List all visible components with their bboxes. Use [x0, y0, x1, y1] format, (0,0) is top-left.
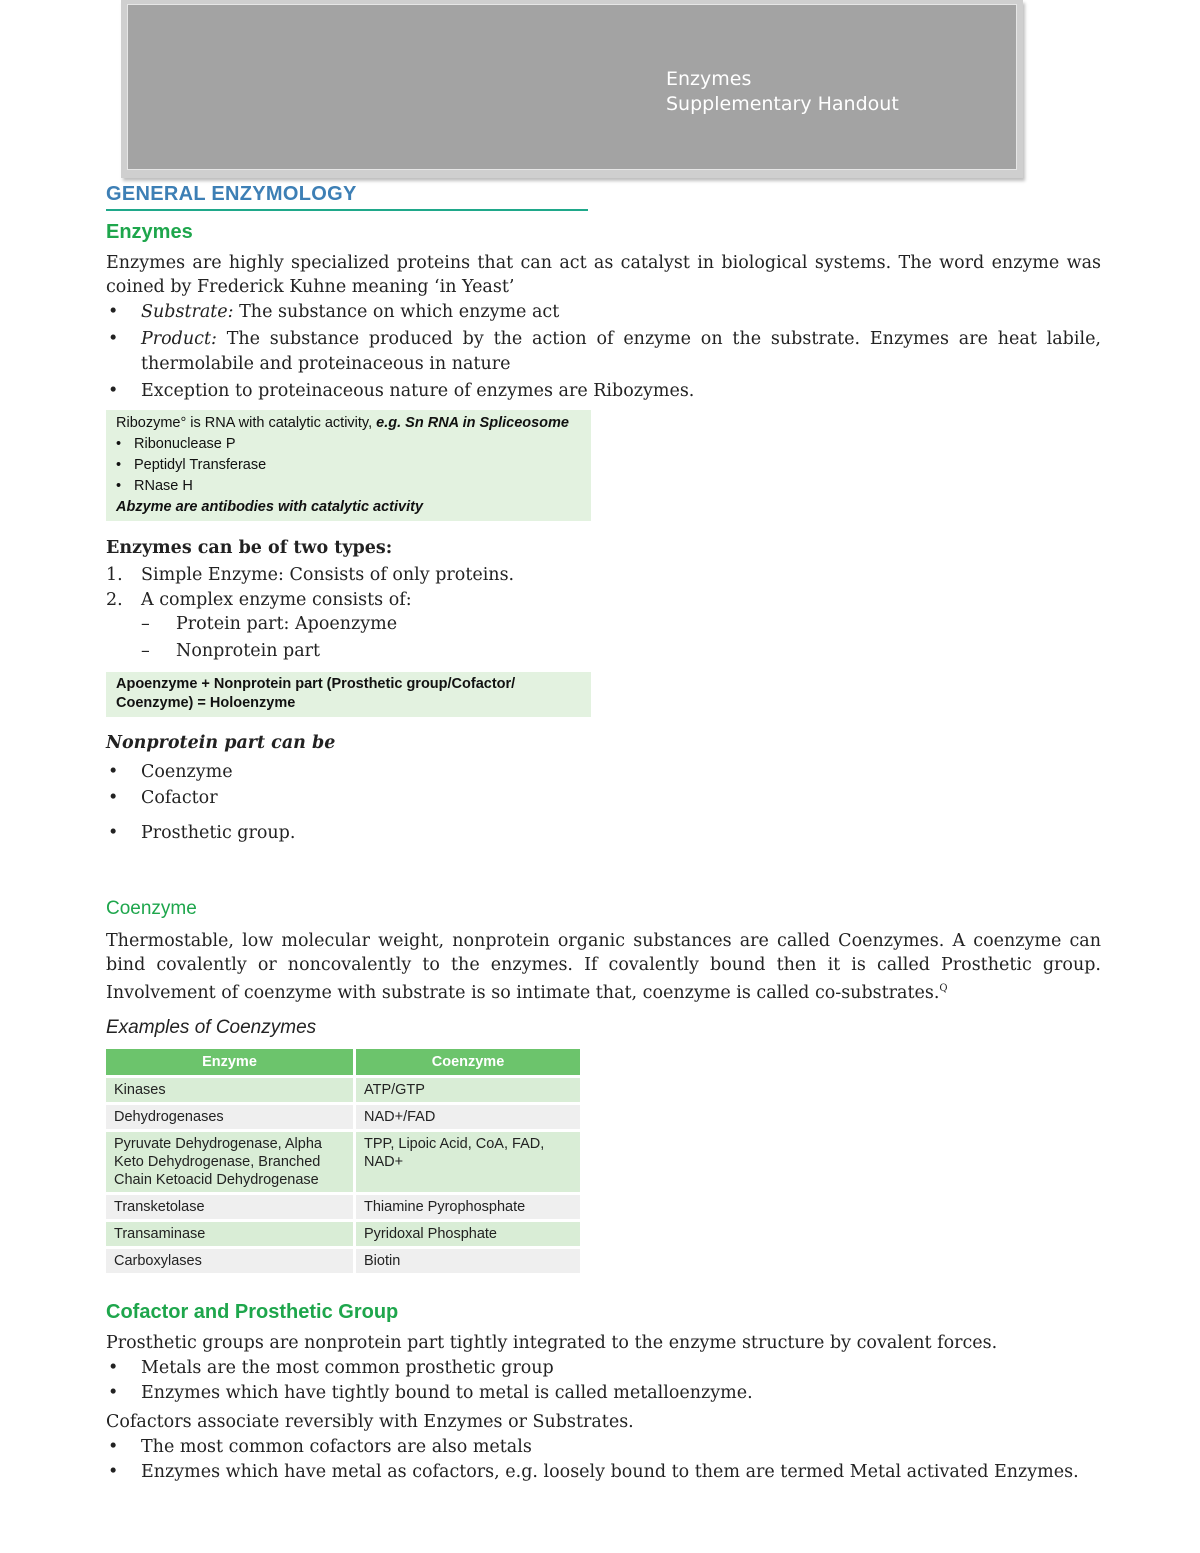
dash-icon: – — [141, 614, 150, 634]
enzymes-heading: Enzymes — [106, 221, 193, 243]
item-text: Coenzyme — [141, 762, 233, 782]
bullet-icon: • — [116, 436, 122, 452]
section-divider — [106, 209, 588, 211]
text-exception: Exception to proteinaceous nature of enzymes are Ribozymes. — [141, 381, 695, 401]
item-text: Metals are the most common prosthetic group — [141, 1358, 554, 1378]
list-item — [106, 1435, 1101, 1460]
nonprotein-heading: Nonprotein part can be — [106, 733, 336, 753]
table-row — [106, 1249, 580, 1273]
banner-title-line2: Supplementary Handout — [666, 93, 899, 115]
item-text: Enzymes which have tightly bound to metal is called metalloenzyme. — [141, 1383, 753, 1403]
types-item — [106, 563, 514, 588]
examples-heading: Examples of Coenzymes — [106, 1017, 317, 1038]
types-subitem — [106, 639, 514, 664]
table-cell: Thiamine Pyrophosphate — [356, 1195, 580, 1219]
bullet-icon: • — [108, 788, 119, 808]
table-cell: TPP, Lipoic Acid, CoA, FAD, NAD+ — [356, 1132, 580, 1192]
subitem-text: Nonprotein part — [176, 640, 321, 661]
cofactor-bullets2 — [106, 1435, 1101, 1485]
abzyme-note: Abzyme are antibodies with catalytic activity — [116, 499, 424, 515]
banner-title-line1: Enzymes — [666, 68, 752, 90]
holoenzyme-line1: Apoenzyme + Nonprotein part (Prosthetic group/Cofactor/ — [116, 676, 516, 692]
term-product: Product: — [141, 329, 217, 349]
ribozyme-item-text: Peptidyl Transferase — [134, 457, 267, 473]
text-product: The substance produced by the action of enzyme on the substrate. Enzymes are heat labile, thermolabile and proteinaceous in nature — [141, 329, 1101, 374]
bullet-icon: • — [108, 329, 119, 349]
question-mark-icon: Q — [939, 983, 948, 994]
table-cell: Transketolase — [106, 1195, 353, 1219]
table-cell: Dehydrogenases — [106, 1105, 353, 1129]
item-text: The most common cofactors are also metals — [141, 1437, 532, 1457]
header-banner — [121, 0, 1023, 178]
item-text: Cofactor — [141, 788, 218, 808]
column-header: Enzyme — [106, 1049, 353, 1075]
table-cell: NAD+/FAD — [356, 1105, 580, 1129]
subitem-text: Protein part: Apoenzyme — [176, 614, 398, 634]
bullet-icon: • — [116, 457, 122, 473]
table-cell: Pyruvate Dehydrogenase, Alpha Keto Dehydrogenase, Branched Chain Ketoacid Dehydrogenase — [106, 1132, 353, 1192]
bullet-icon: • — [116, 478, 122, 494]
types-heading: Enzymes can be of two types: — [106, 538, 393, 558]
types-list — [106, 563, 514, 663]
ribozyme-item — [116, 455, 586, 476]
table-cell: ATP/GTP — [356, 1078, 580, 1102]
list-item — [106, 820, 706, 846]
table-cell: Pyridoxal Phosphate — [356, 1222, 580, 1246]
list-item — [106, 1356, 1101, 1381]
ribozyme-example: e.g. Sn RNA in Spliceosome — [376, 415, 569, 431]
item-text: A complex enzyme consists of: — [141, 589, 412, 610]
item-text: Prosthetic group. — [141, 823, 296, 843]
item-number: 1. — [106, 565, 123, 585]
table-row — [106, 1105, 580, 1129]
table-cell: Transaminase — [106, 1222, 353, 1246]
table-row — [106, 1132, 580, 1192]
bullet-icon: • — [108, 762, 119, 782]
table-cell: Carboxylases — [106, 1249, 353, 1273]
ribozyme-item-text: Ribonuclease P — [134, 436, 236, 452]
cofactor-paragraph1: Prosthetic groups are nonprotein part tightly integrated to the enzyme structure by covalent forces. — [106, 1333, 998, 1353]
bullet-icon: • — [108, 381, 119, 401]
table-cell: Biotin — [356, 1249, 580, 1273]
text-substrate: The substance on which enzyme act — [233, 302, 560, 322]
ribozyme-item — [116, 434, 586, 455]
list-item — [106, 1460, 1101, 1485]
list-item-product — [106, 327, 1101, 377]
item-text: Enzymes which have metal as cofactors, e.g. loosely bound to them are termed Metal activated Enzymes. — [141, 1462, 1079, 1482]
dash-icon: – — [141, 640, 150, 661]
section-title: GENERAL ENZYMOLOGY — [106, 183, 357, 205]
table-row — [106, 1195, 580, 1219]
table-row — [106, 1078, 580, 1102]
nonprotein-list — [106, 759, 706, 846]
bullet-icon: • — [108, 1383, 119, 1403]
bullet-icon: • — [108, 1462, 119, 1482]
ribozyme-item-text: RNase H — [134, 478, 193, 494]
coenzyme-heading: Coenzyme — [106, 898, 197, 919]
holoenzyme-line2: Coenzyme) = Holoenzyme — [116, 695, 296, 711]
table-header-row — [106, 1049, 580, 1075]
list-item — [106, 785, 706, 811]
column-header: Coenzyme — [356, 1049, 580, 1075]
table-cell: Kinases — [106, 1078, 353, 1102]
term-substrate: Substrate: — [141, 302, 234, 322]
types-subitem — [106, 612, 514, 637]
item-text: Simple Enzyme: Consists of only proteins. — [141, 565, 515, 585]
coenzyme-table — [103, 1046, 583, 1276]
holoenzyme-note-box — [106, 672, 591, 717]
types-item — [106, 588, 514, 613]
table-row — [106, 1222, 580, 1246]
banner-title — [666, 67, 899, 117]
bullet-icon: • — [108, 1437, 119, 1457]
list-item — [106, 1381, 1101, 1406]
cofactor-bullets1 — [106, 1356, 1101, 1406]
bullet-icon: • — [108, 823, 119, 843]
item-number: 2. — [106, 589, 123, 610]
ribozyme-note-box — [106, 410, 591, 521]
cofactor-heading: Cofactor and Prosthetic Group — [106, 1301, 399, 1323]
cofactor-paragraph2: Cofactors associate reversibly with Enzymes or Substrates. — [106, 1412, 634, 1432]
list-item-substrate — [106, 300, 1101, 325]
list-item-exception — [106, 379, 1101, 404]
ribozyme-item — [116, 476, 586, 497]
bullet-icon: • — [108, 1358, 119, 1378]
enzymes-bullet-list — [106, 300, 1101, 404]
bullet-icon: • — [108, 302, 119, 322]
list-item — [106, 759, 706, 785]
ribozyme-lead — [116, 413, 586, 434]
coenzyme-text: Thermostable, low molecular weight, nonprotein organic substances are called Coenzymes. A coenzyme can bind covalently or noncovalently to the enzymes. If covalently bound then it is called Prosthetic group. Involvement of coenzyme with substrate is so intimate that, coenzyme is called co-substrates. — [106, 931, 1101, 1003]
enzymes-intro: Enzymes are highly specialized proteins that can act as catalyst in biological systems. The word enzyme was coined by Frederick Kuhne meaning ‘in Yeast’ — [106, 253, 1101, 297]
header-banner-inner — [127, 4, 1017, 170]
coenzyme-paragraph — [106, 929, 1101, 1005]
ribozyme-lead-text: Ribozyme° is RNA with catalytic activity, — [116, 415, 377, 431]
